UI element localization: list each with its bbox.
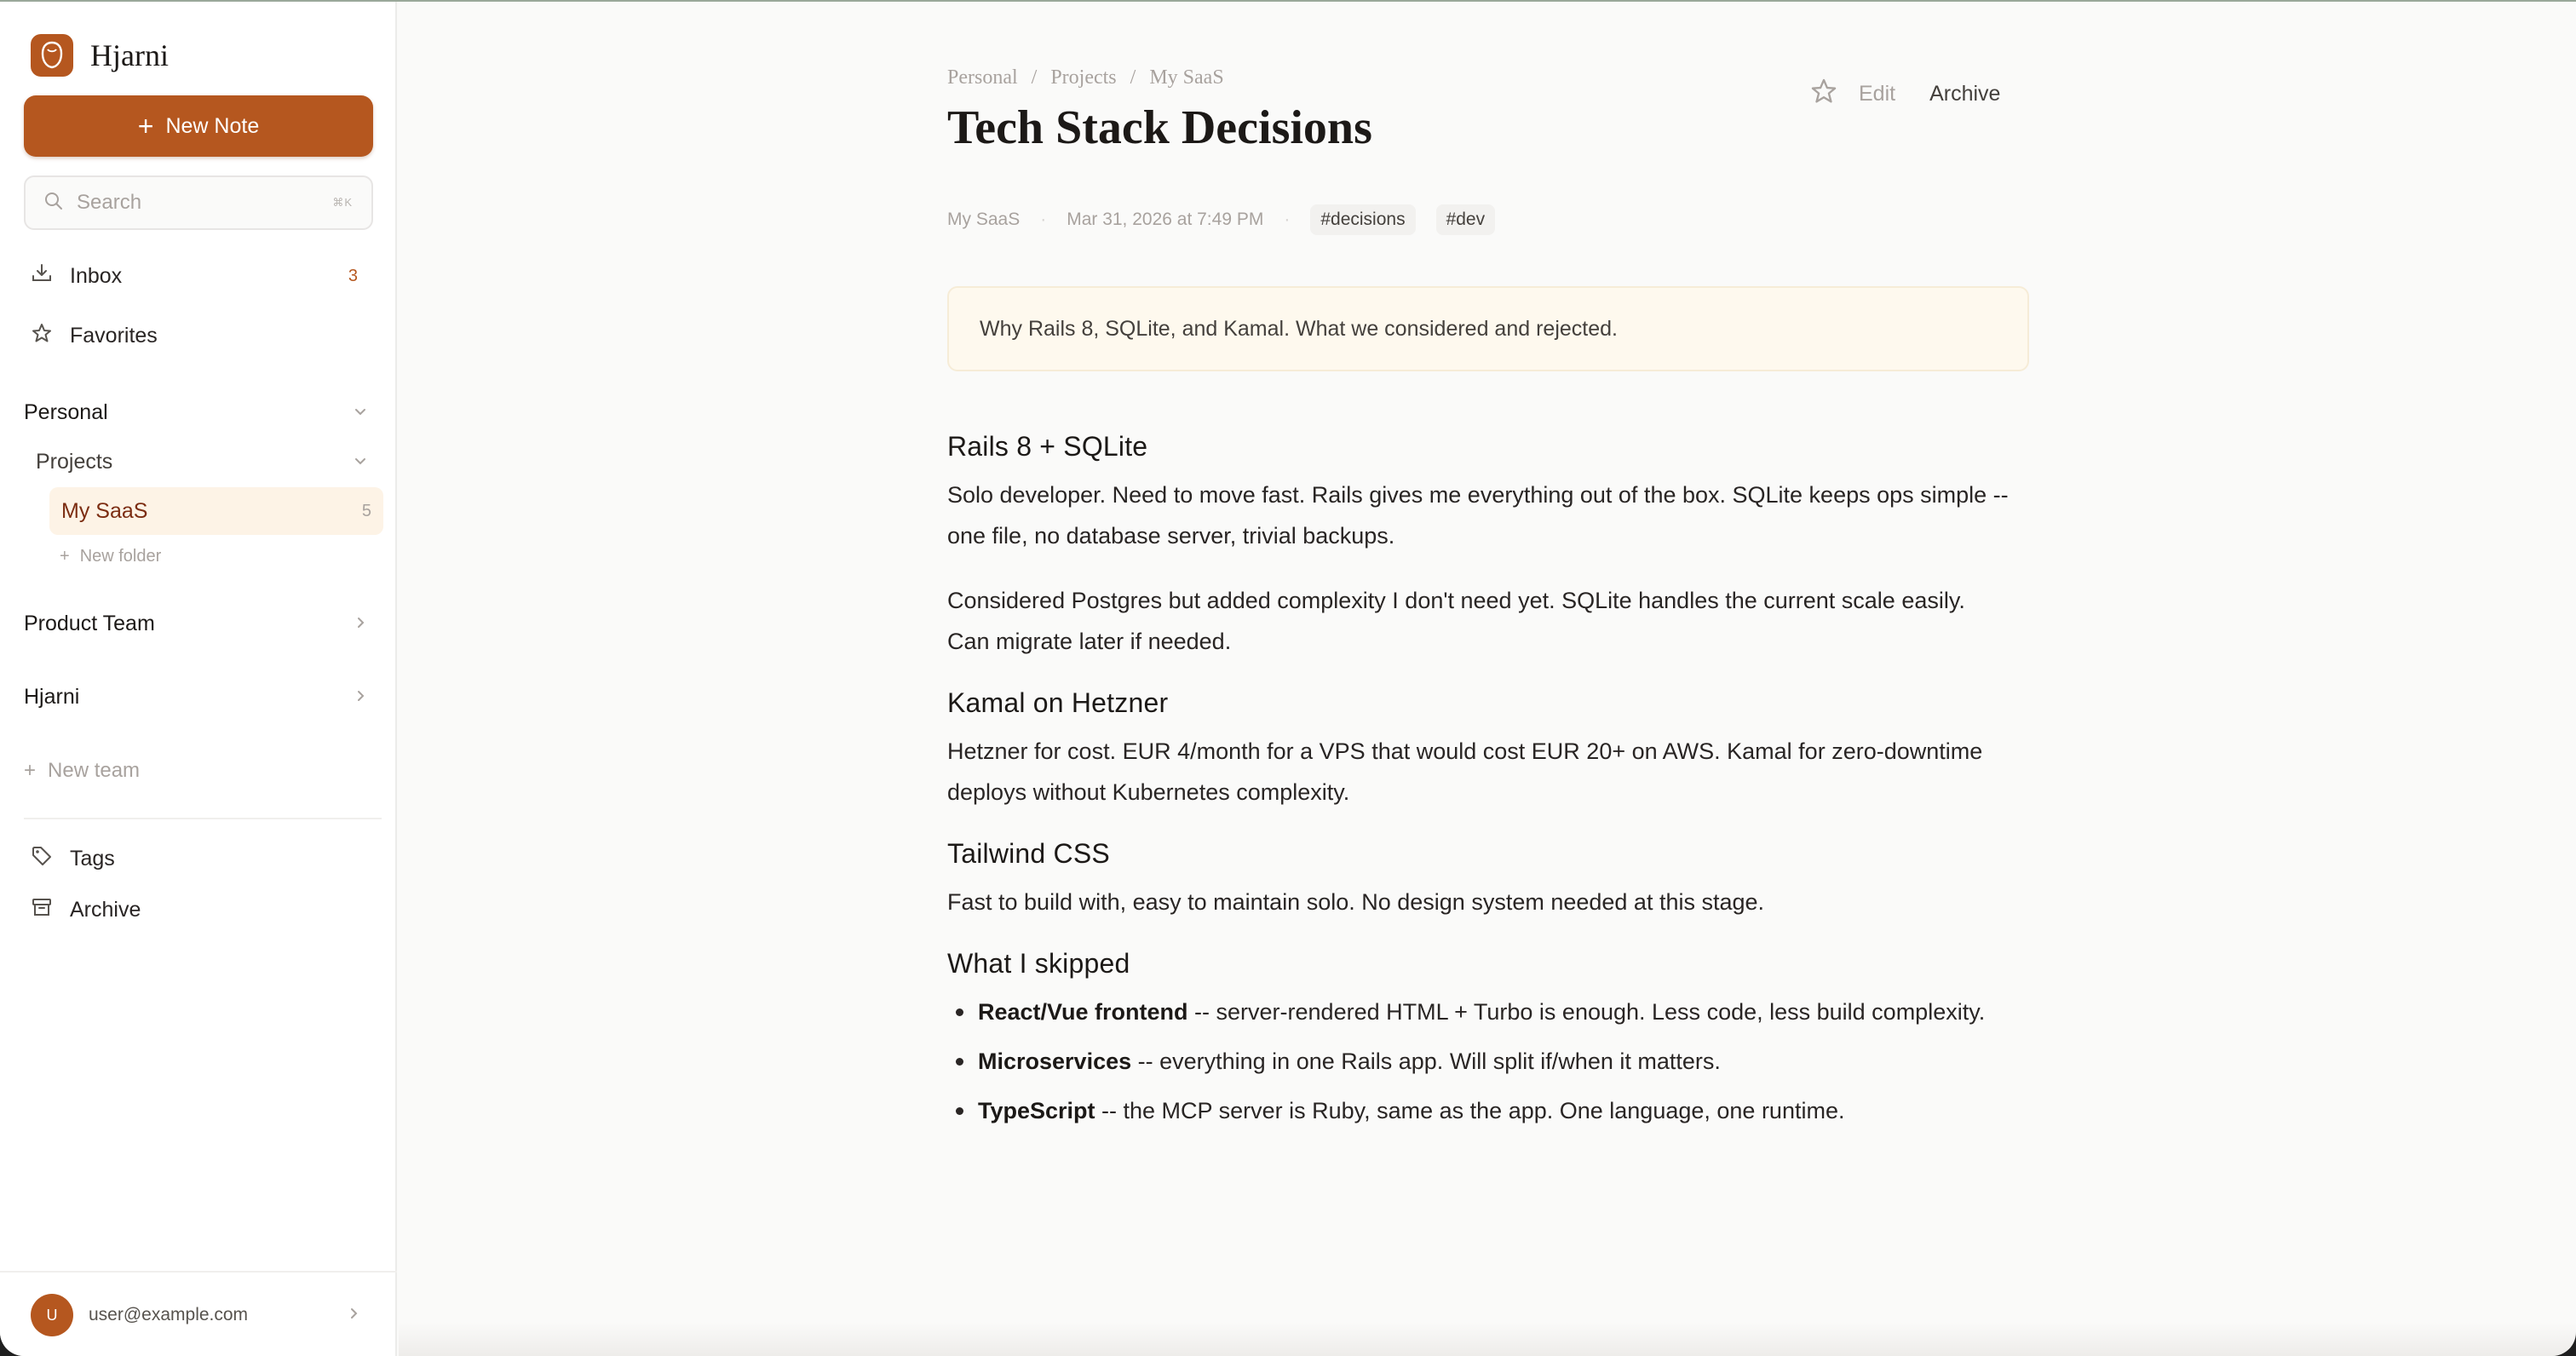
breadcrumb-projects[interactable]: Projects: [1050, 66, 1117, 89]
favorite-star-icon[interactable]: [1809, 77, 1838, 112]
chevron-right-icon[interactable]: [353, 685, 368, 710]
list-item: [947, 1041, 2012, 1082]
plus-icon: +: [137, 111, 154, 141]
meta-folder[interactable]: My SaaS: [947, 210, 1021, 229]
team-label: Product Team: [24, 611, 155, 635]
archive-icon: [31, 896, 53, 924]
new-team-label: New team: [48, 759, 141, 782]
list-item-text: -- server-rendered HTML + Turbo is enough. Less code, less build complexity.: [1187, 999, 1986, 1025]
search-shortcut: ⌘K: [332, 196, 353, 209]
avatar: U: [31, 1294, 73, 1336]
breadcrumb: [947, 66, 1224, 89]
new-note-button[interactable]: [24, 95, 373, 157]
breadcrumb-my-saas[interactable]: My SaaS: [1149, 66, 1224, 89]
list-item-bold: Microservices: [978, 1049, 1132, 1074]
section-heading: Rails 8 + SQLite: [947, 431, 1148, 462]
note-view: [399, 2, 2576, 1356]
tag-dev[interactable]: #dev: [1436, 204, 1496, 235]
section-heading: Kamal on Hetzner: [947, 687, 1169, 718]
section-heading: What I skipped: [947, 948, 1130, 979]
sidebar-item-label: Inbox: [70, 263, 123, 288]
meta-date: Mar 31, 2026 at 7:49 PM: [1067, 210, 1264, 229]
section-skipped: [947, 948, 2012, 1131]
list-item-bold: React/Vue frontend: [978, 999, 1188, 1025]
folder-my-saas[interactable]: [49, 487, 383, 535]
list-item-bold: TypeScript: [978, 1098, 1095, 1123]
folder-label: Projects: [36, 449, 113, 474]
sidebar-item-inbox[interactable]: [24, 252, 373, 300]
chevron-down-icon[interactable]: [353, 450, 368, 474]
paragraph: Considered Postgres but added complexity I don't need yet. SQLite handles the current scale easily. Can migrate later if needed.: [947, 588, 1965, 654]
chevron-down-icon[interactable]: [353, 400, 368, 425]
bottom-shade: [399, 1322, 2576, 1356]
search-input[interactable]: [24, 175, 373, 230]
new-folder-label: New folder: [79, 546, 162, 566]
tag-decisions[interactable]: #decisions: [1310, 204, 1415, 235]
sidebar-item-label: Favorites: [70, 323, 158, 348]
breadcrumb-personal[interactable]: Personal: [947, 66, 1018, 89]
team-product-team[interactable]: [24, 601, 373, 646]
inbox-count-badge: 3: [348, 266, 358, 285]
sidebar-divider: [24, 818, 382, 819]
section-kamal: [947, 687, 2012, 813]
new-team-button[interactable]: [24, 756, 140, 785]
note-meta: [947, 204, 1495, 235]
chevron-right-icon[interactable]: [353, 612, 368, 636]
search-placeholder: Search: [77, 191, 142, 214]
section-label: Personal: [24, 399, 108, 424]
plus-icon: +: [24, 759, 37, 782]
list-item-text: -- the MCP server is Ruby, same as the app. One language, one runtime.: [1095, 1098, 1845, 1123]
folder-note-count: 5: [361, 501, 371, 520]
sidebar-item-tags[interactable]: [24, 835, 373, 882]
user-email: user@example.com: [89, 1305, 249, 1324]
list-item: [947, 991, 2012, 1032]
section-tailwind: [947, 838, 2012, 922]
sidebar: [0, 2, 397, 1356]
tag-icon: [31, 845, 53, 873]
page-title: Tech Stack Decisions: [947, 101, 1372, 154]
folder-label: My SaaS: [61, 498, 148, 523]
paragraph: Hetzner for cost. EUR 4/month for a VPS that would cost EUR 20+ on AWS. Kamal for zero-downtime deploys without Kubernetes complexity.: [947, 738, 1983, 805]
sidebar-item-label: Tags: [70, 846, 115, 870]
note-summary: Why Rails 8, SQLite, and Kamal. What we considered and rejected.: [947, 286, 2029, 371]
inbox-icon: [31, 262, 53, 290]
paragraph: Fast to build with, easy to maintain solo. No design system needed at this stage.: [947, 889, 1765, 915]
note-body: [947, 431, 2012, 1157]
user-menu[interactable]: [0, 1271, 397, 1356]
meta-separator: ·: [1040, 210, 1047, 229]
edit-button[interactable]: Edit: [1859, 82, 1896, 106]
breadcrumb-separator: /: [1130, 66, 1136, 89]
star-icon: [31, 322, 53, 350]
archive-button[interactable]: Archive: [1929, 82, 2001, 106]
meta-separator: ·: [1284, 210, 1291, 229]
team-label: Hjarni: [24, 684, 80, 709]
team-hjarni[interactable]: [24, 675, 373, 719]
skipped-list: [947, 991, 2012, 1131]
folder-projects[interactable]: [36, 440, 373, 484]
app-name: Hjarni: [90, 38, 169, 72]
sidebar-item-favorites[interactable]: [24, 312, 373, 359]
sidebar-item-archive[interactable]: [24, 886, 373, 934]
app-logo-icon: [31, 34, 73, 77]
breadcrumb-separator: /: [1031, 66, 1038, 89]
plus-icon: +: [60, 546, 70, 566]
new-folder-button[interactable]: [60, 543, 161, 569]
list-item: [947, 1090, 2012, 1131]
search-icon: [44, 192, 63, 215]
section-heading: Tailwind CSS: [947, 838, 1110, 869]
section-personal[interactable]: [24, 390, 373, 434]
sidebar-item-label: Archive: [70, 897, 141, 922]
note-actions: [1809, 77, 2000, 112]
chevron-right-icon: [346, 1306, 361, 1325]
list-item-text: -- everything in one Rails app. Will split if/when it matters.: [1131, 1049, 1721, 1074]
brand[interactable]: [31, 34, 169, 77]
section-rails: [947, 431, 2012, 662]
paragraph: Solo developer. Need to move fast. Rails gives me everything out of the box. SQLite keeps ops simple -- one file, no database server, trivial backups.: [947, 482, 2009, 549]
new-note-label: New Note: [165, 113, 260, 138]
